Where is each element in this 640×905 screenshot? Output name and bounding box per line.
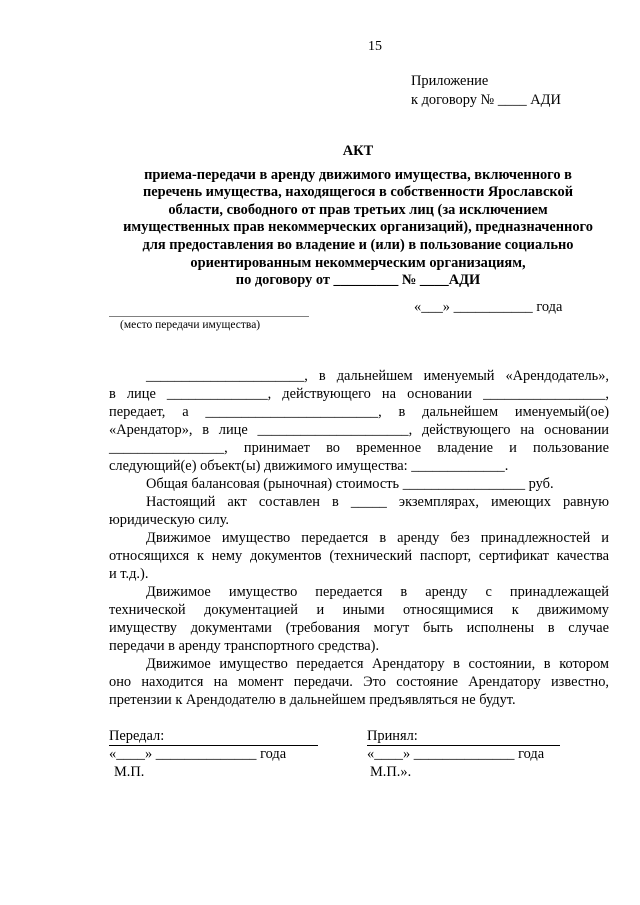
body-line: относящихся к нему документов (технический паспорт, сертификат качества <box>109 548 609 564</box>
appendix-line-2: к договору № ____ АДИ <box>411 92 561 108</box>
title-line: приема-передачи в аренду движимого имущества, включенного в <box>144 166 572 183</box>
signature-right-label: Принял: <box>367 728 418 744</box>
body-line: Движимое имущество передается в аренду с принадлежащей <box>146 584 609 600</box>
body-line: юридическую силу. <box>109 512 229 528</box>
place-caption: (место передачи имущества) <box>120 319 261 331</box>
body-line: претензии к Арендодателю в дальнейшем предъявляться не будут. <box>109 692 516 708</box>
act-date: «___» ___________ года <box>414 299 563 315</box>
appendix-line-1: Приложение <box>411 73 489 89</box>
title-line: области, свободного от прав третьих лиц (за исключением <box>168 201 548 218</box>
title-line: ориентированным некоммерческим организациям, <box>190 254 526 271</box>
signature-left-stamp: М.П. <box>114 764 145 780</box>
body-line: следующий(е) объект(ы) движимого имущества: _____________. <box>109 458 509 474</box>
signature-left-date: «____» ______________ года <box>109 746 287 762</box>
body-line: оно находится на момент передачи. Это состояние Арендатору известно, <box>109 674 609 690</box>
body-line: «Арендатор», в лице _____________________, действующего на основании <box>109 422 609 438</box>
signature-left-label: Передал: <box>109 728 165 744</box>
title-line: по договору от _________ № ____АДИ <box>235 272 481 289</box>
body-line: передает, а ________________________, в дальнейшем именуемый(ое) <box>109 404 609 420</box>
body-line: ______________________, в дальнейшем именуемый «Арендодатель», <box>146 368 609 384</box>
act-heading: АКТ <box>342 143 374 159</box>
title-line: для предоставления во владение и (или) в пользование социально <box>142 236 574 253</box>
signature-right-date: «____» ______________ года <box>367 746 545 762</box>
title-line: перечень имущества, находящегося в собственности Ярославской <box>142 184 574 201</box>
body-line: Настоящий акт составлен в _____ экземплярах, имеющих равную <box>146 494 609 510</box>
act-title <box>108 143 608 290</box>
body-line: технической документацией и иными относящимися к движимому <box>109 602 609 618</box>
body-line: Движимое имущество передается в аренду без принадлежностей и <box>146 530 609 546</box>
body-line: в лице ______________, действующего на основании _________________, <box>109 386 609 402</box>
balance-value-line: Общая балансовая (рыночная) стоимость _________________ руб. <box>146 476 554 492</box>
signature-right-stamp: М.П.». <box>370 764 412 780</box>
body-line: и т.д.). <box>109 566 149 582</box>
body-line: имуществу документами (требования могут быть исполнены в случае <box>109 620 609 636</box>
body-line: Движимое имущество передается Арендатору в состоянии, в котором <box>146 656 609 672</box>
title-line: имущественных прав некоммерческих организаций), предназначенного <box>123 219 593 236</box>
page-number: 15 <box>368 39 382 54</box>
body-line: ________________, принимает во временное владение и пользование <box>109 440 609 456</box>
body-line: передачи в аренду транспортного средства). <box>109 638 380 654</box>
